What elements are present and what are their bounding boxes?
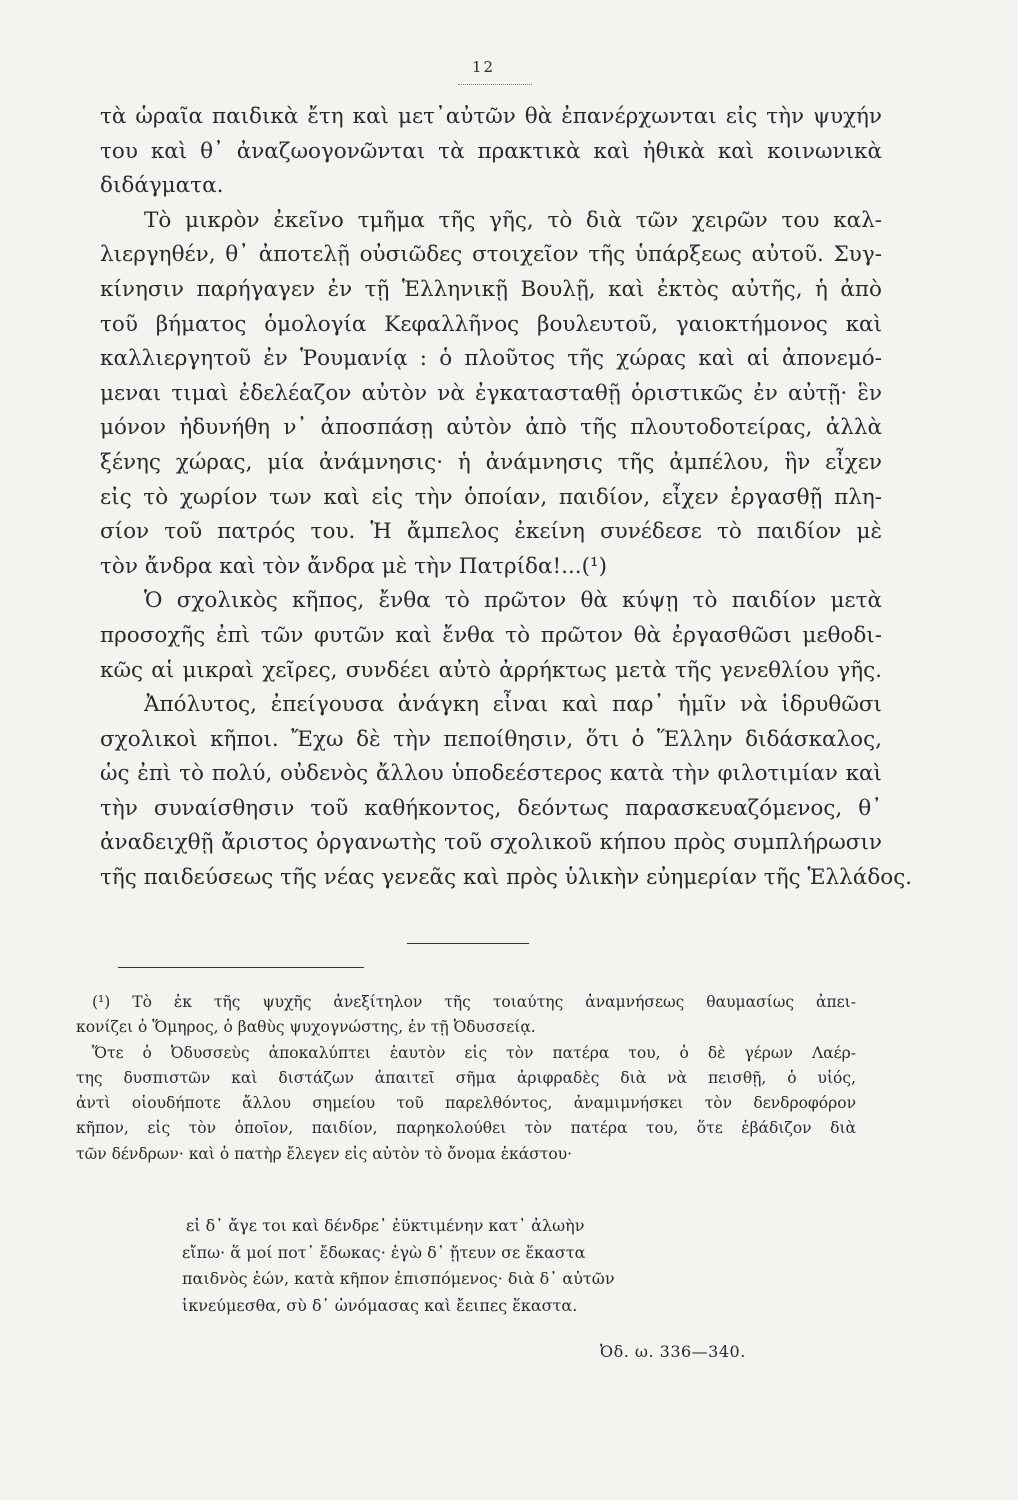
footnote-line: Ὅτε ὁ Ὀδυσσεὺς ἀποκαλύπτει ἑαυτὸν εἰς τὸν πατέρα του, ὁ δὲ γέρων Λαέρ- [92,1043,856,1062]
text-line: εἰς τὸ χωρίον των καὶ εἰς τὴν ὁποίαν, παιδίον, εἶχεν ἐργασθῇ πλη- [100,484,882,510]
verse-line: εἴπω· ἅ μοί ποτ᾽ ἔδωκας· ἐγὼ δ᾽ ᾔτευν σε ἕκαστα [182,1242,586,1262]
page-number-rule [458,84,532,85]
main-text [100,100,913,896]
text-line: ξένης χώρας, μία ἀνάμνησις· ἡ ἀνάμνησις τῆς ἀμπέλου, ἣν εἶχεν [100,449,882,475]
footnote-line: (¹) Τὸ ἐκ τῆς ψυχῆς ἀνεξίτηλον τῆς τοιαύτης ἀναμνήσεως θαυμασίως ἀπει- [92,993,856,1011]
footnote-line: κονίζει ὁ Ὅμηρος, ὁ βαθὺς ψυχογνώστης, ἐν τῇ Ὀδυσσείᾳ. [76,1018,536,1037]
verse-line: παιδνὸς ἐών, κατὰ κῆπον ἐπισπόμενος· διὰ δ᾽ αὐτῶν [182,1269,615,1289]
text-line: ὡς ἐπὶ τὸ πολύ, οὐδενὸς ἄλλου ὑποδεέστερος κατὰ τὴν φιλοτιμίαν καὶ [100,761,882,787]
text-line: κῶς αἱ μικραὶ χεῖρες, συνδέει αὐτὸ ἀρρήκτως μετὰ τῆς γενεθλίου γῆς. [100,657,882,683]
text-line: τῆς παιδεύσεως τῆς νέας γενεᾶς καὶ πρὸς ὑλικὴν εὐημερίαν τῆς Ἑλλάδος. [100,865,913,891]
text-line: καλλιεργητοῦ ἐν Ῥουμανίᾳ : ὁ πλοῦτος τῆς χώρας καὶ αἱ ἀπονεμό- [100,346,882,372]
verse-citation: Ὀδ. ω. 336—340. [600,1342,746,1361]
text-line: Ὁ σχολικὸς κῆπος, ἔνθα τὸ πρῶτον θὰ κύψῃ τὸ παιδίον μετὰ [144,588,882,614]
text-line: τοῦ βήματος ὁμολογία Κεφαλλῆνος βουλευτοῦ, γαιοκτήμονος καὶ [100,311,882,337]
footnote-line: της δυσπιστῶν καὶ διστάζων ἀπαιτεῖ σῆμα ἀριφραδὲς διὰ νὰ πεισθῇ, ὁ υἱός, [76,1068,856,1087]
text-line: μόνον ἠδυνήθη ν᾽ ἀποσπάσῃ αὐτὸν ἀπὸ τῆς πλουτοδοτείρας, ἀλλὰ [100,415,882,441]
text-line: ἀναδειχθῇ ἄριστος ὀργανωτὴς τοῦ σχολικοῦ κήπου πρὸς συμπλήρωσιν [100,830,882,856]
text-line: κίνησιν παρήγαγεν ἐν τῇ Ἑλληνικῇ Βουλῇ, καὶ ἐκτὸς αὐτῆς, ἡ ἀπὸ [100,276,882,302]
text-line: σίον τοῦ πατρός του. Ἡ ἄμπελος ἐκείνη συνέδεσε τὸ παιδίον μὲ [100,519,882,545]
verse-line: ἱκνεύμεσθα, σὺ δ᾽ ὠνόμασας καὶ ἔειπες ἕκαστα. [182,1295,578,1315]
page-number: 12 [472,58,496,76]
text-line: Τὸ μικρὸν ἐκεῖνο τμῆμα τῆς γῆς, τὸ διὰ τῶν χειρῶν του καλ- [144,207,882,233]
text-line: τὴν συναίσθησιν τοῦ καθήκοντος, δεόντως παρασκευαζόμενος, θ᾽ [100,795,882,821]
footnote-line: ἀντὶ οἱουδήποτε ἄλλου σημείου τοῦ παρελθόντος, ἀναμιμνήσκει τὸν δενδροφόρον [76,1094,856,1113]
text-line: Ἀπόλυτος, ἐπείγουσα ἀνάγκη εἶναι καὶ παρ᾽ ἡμῖν νὰ ἱδρυθῶσι [144,692,882,718]
text-line: διδάγματα. [100,173,224,199]
text-line: μεναι τιμαὶ ἐδελέαζον αὐτὸν νὰ ἐγκατασταθῇ ὁριστικῶς ἐν αὐτῇ· ἓν [100,380,882,406]
text-line: του καὶ θ᾽ ἀναζωογονῶνται τὰ πρακτικὰ καὶ ἠθικὰ καὶ κοινωνικὰ [100,138,882,164]
text-line: προσοχῆς ἐπὶ τῶν φυτῶν καὶ ἔνθα τὸ πρῶτον θὰ ἐργασθῶσι μεθοδι- [100,622,882,648]
homer-verse [182,1213,782,1319]
footnotes [76,990,856,1167]
footnote-divider [118,967,364,968]
section-divider [407,943,529,944]
verse-line: εἰ δ᾽ ἄγε τοι καὶ δένδρε᾽ ἐϋκτιμένην κατ᾽ ἀλωὴν [186,1216,585,1235]
text-line: τὸν ἄνδρα καὶ τὸν ἄνδρα μὲ τὴν Πατρίδα!...(¹) [100,553,608,579]
footnote-line: τῶν δένδρων· καὶ ὁ πατὴρ ἔλεγεν εἰς αὐτὸν τὸ ὄνομα ἑκάστου· [76,1144,573,1163]
footnote-line: κῆπον, εἰς τὸν ὁποῖον, παιδίον, παρηκολούθει τὸν πατέρα του, ὅτε ἐβάδιζον διὰ [76,1119,856,1138]
text-line: σχολικοὶ κῆποι. Ἔχω δὲ τὴν πεποίθησιν, ὅτι ὁ Ἕλλην διδάσκαλος, [100,726,882,752]
text-line: λιεργηθέν, θ᾽ ἀποτελῇ οὐσιῶδες στοιχεῖον τῆς ὑπάρξεως αὐτοῦ. Συγ- [100,242,882,268]
text-line: τὰ ὡραῖα παιδικὰ ἔτη καὶ μετ᾽αὐτῶν θὰ ἐπανέρχωνται εἰς τὴν ψυχήν [100,104,882,129]
